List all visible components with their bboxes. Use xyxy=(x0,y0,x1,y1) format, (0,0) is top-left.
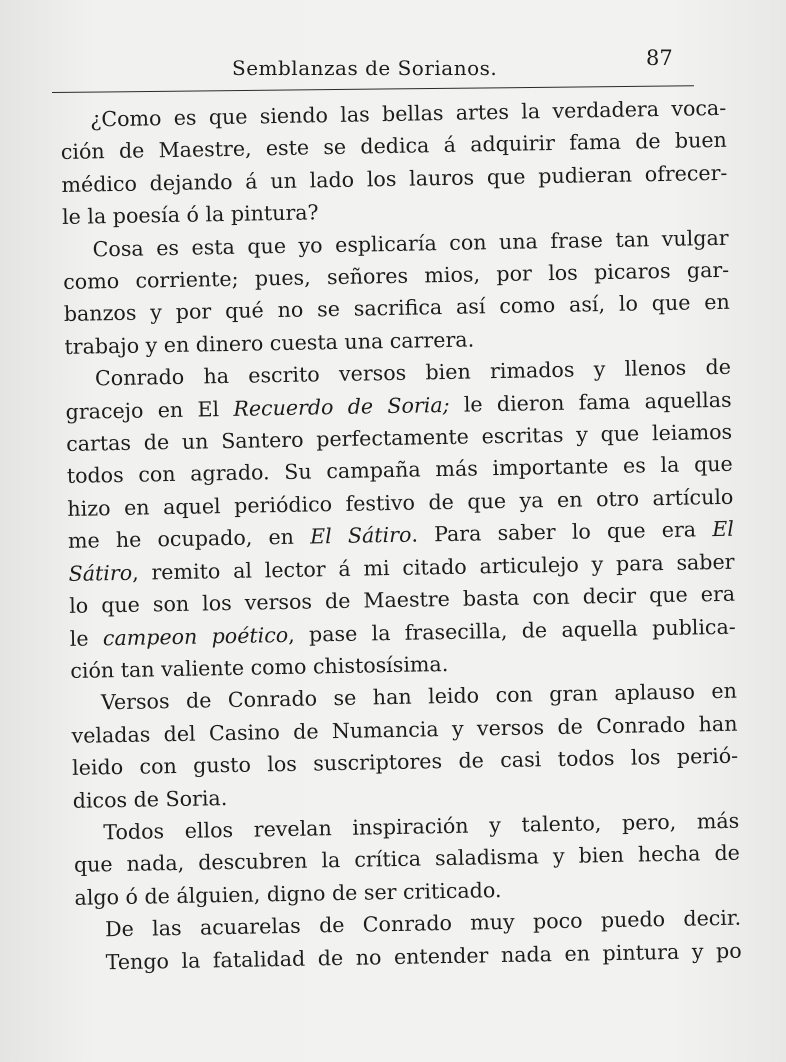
running-title: Semblanzas de Sorianos. xyxy=(232,56,498,80)
text-run: cartas de un Santero perfectamente escritas y que leiamos xyxy=(66,419,733,457)
text-line: que nada, descubren la crítica saladisma y bien hecha de xyxy=(73,841,741,878)
text-line: médico dejando á un lado los lauros que pudieran ofrecer- xyxy=(61,160,728,197)
text-run: me he ocupado, en xyxy=(67,524,311,554)
text-line: leido con gusto los suscriptores de casi todos los perió- xyxy=(71,743,739,781)
text-line: le la poesía ó la pintura? xyxy=(61,200,319,230)
text-run: le xyxy=(69,625,104,651)
text-line: Versos de Conrado se han leido con gran aplauso en xyxy=(100,679,738,715)
text-line: ción de Maestre, este se dedica á adquirir fama de buen xyxy=(60,128,727,165)
italic-title: El xyxy=(712,517,735,542)
text-run: , remito al lector á mi citado articulejo y para saber xyxy=(131,549,735,585)
text-line: algo ó de álguien, digno de ser criticado. xyxy=(74,877,502,910)
text-run: le dieron fama aquellas xyxy=(449,387,732,417)
text-line: De las acuarelas de Conrado muy poco puedo decir. xyxy=(104,905,742,942)
text-run: hizo en aquel periódico festivo de que ya en otro artículo xyxy=(67,484,734,521)
italic-title: campeon poético xyxy=(102,622,289,650)
text-line: Todos ellos revelan inspiración y talento, pero, más xyxy=(103,808,740,845)
text-run: lo que son los versos de Maestre basta con decir que era xyxy=(68,581,736,619)
text-line: ¿Como es que siendo las bellas artes la verdadera voca- xyxy=(90,95,727,132)
text-line: como corriente; pues, señores mios, por los picaros gar- xyxy=(63,257,730,294)
text-run: . Para saber lo que era xyxy=(411,517,713,547)
text-line: trabajo y en dinero cuesta una carrera. xyxy=(64,327,475,359)
italic-title: Recuerdo de Soria; xyxy=(233,392,450,421)
text-run: , pase la frasecilla, de aquella publica- xyxy=(287,614,736,647)
header-rule xyxy=(52,85,694,93)
text-run: gracejo en El xyxy=(65,396,234,424)
text-run: todos con agrado. Su campaña más importante es la que xyxy=(66,452,733,489)
body-text xyxy=(60,92,742,979)
text-run: ción tan valiente como chistosísima. xyxy=(70,651,449,683)
page-header xyxy=(52,42,694,90)
text-line: veladas del Casino de Numancia y versos de Conrado han xyxy=(71,711,738,748)
italic-title: El Sátiro xyxy=(309,522,412,549)
text-line: Cosa es esta que yo esplicaría con una frase tan vulgar xyxy=(92,225,729,262)
text-run: Conrado ha escrito versos bien rimados y llenos de xyxy=(94,355,732,391)
text-line: dicos de Soria. xyxy=(72,785,228,813)
page-number: 87 xyxy=(646,46,673,70)
italic-title: Sátiro xyxy=(68,560,133,586)
text-line: banzos y por qué no se sacrifica así como así, lo que en xyxy=(63,290,730,327)
text-line: Tengo la fatalidad de no entender nada en pintura y po xyxy=(105,938,742,974)
